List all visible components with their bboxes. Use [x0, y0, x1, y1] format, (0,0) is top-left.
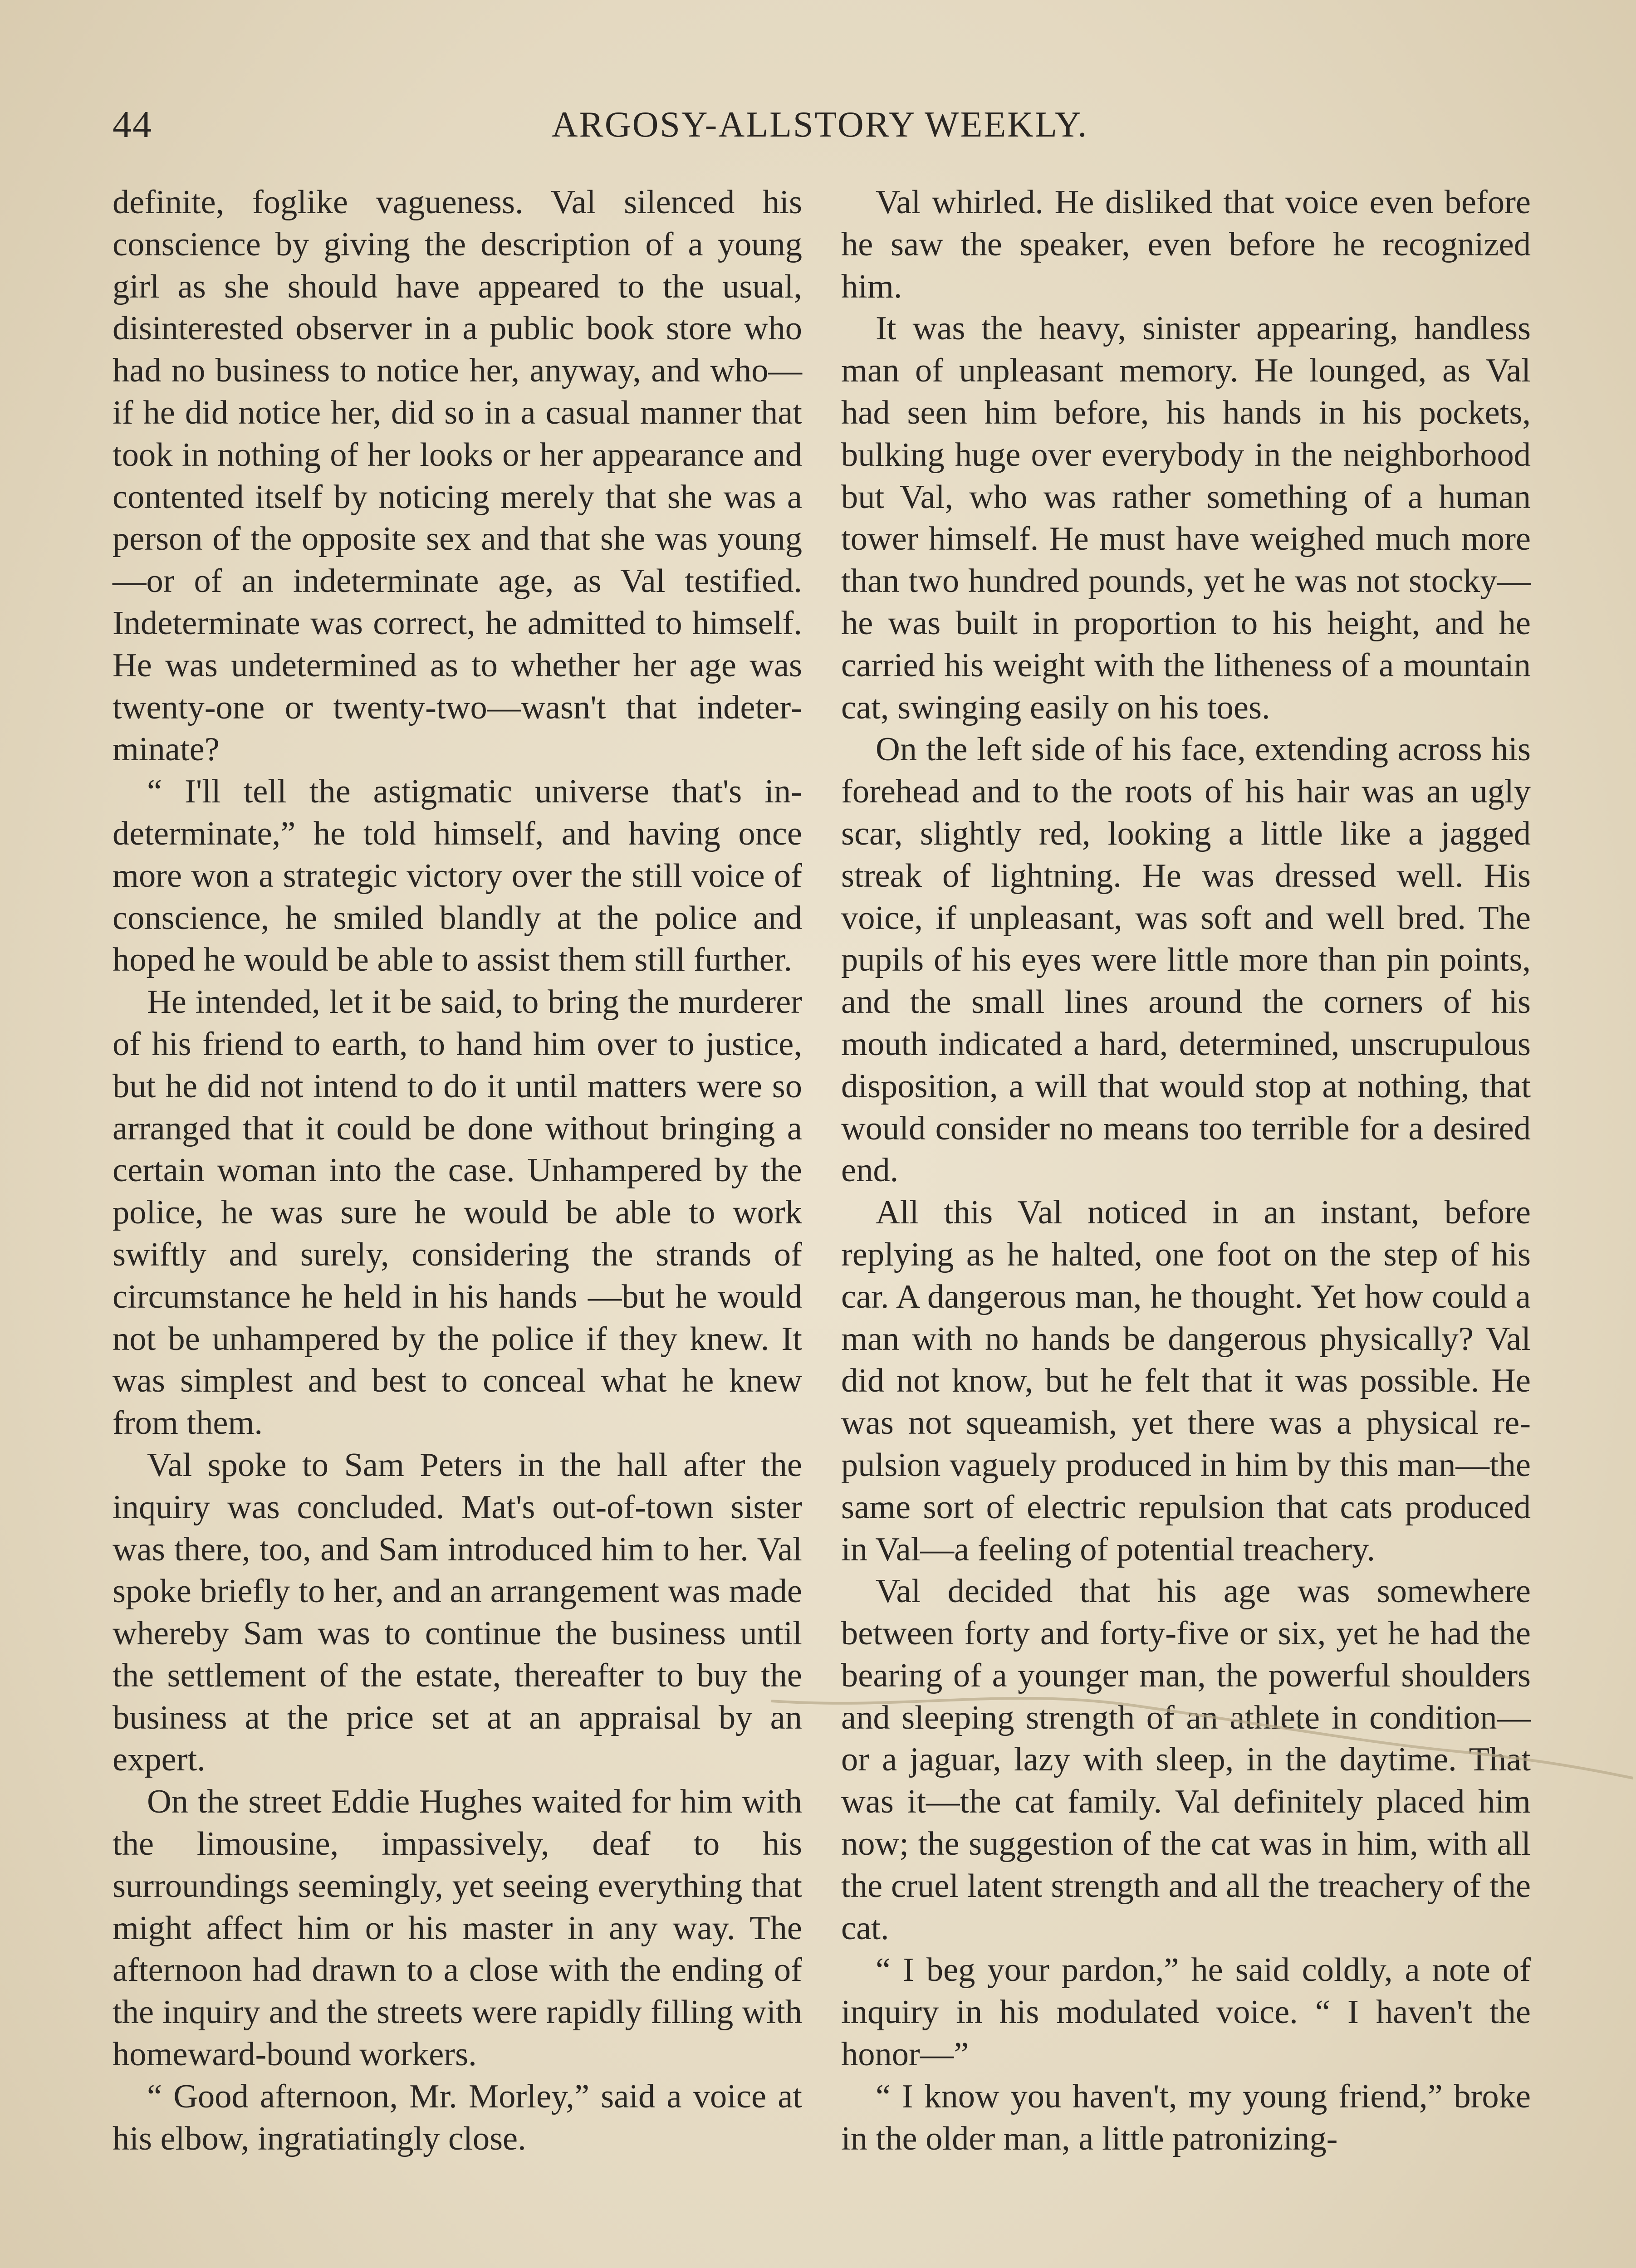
paragraph: definite, foglike vagueness. Val silenced his conscience by giving the description of a young girl as she should have appeared to the usual, disinterested observer in a public book store who had no business to notice her, anyway, and who—if he did notice her, did so in a casual manner that took in nothing of her looks or her appearance and contented itself by noticing merely that she was a person of the opposite sex and that she was young—or of an indeterminate age, as Val testified. Indeterminate was correct, he admitted to himself. He was undetermined as to whether her age was twenty-one or twenty-two—wasn't that indeterminate? [113, 184, 802, 768]
paragraph: On the street Eddie Hughes waited for him with the limousine, impassively, deaf to his surroundings seemingly, yet seeing everything that might affect him or his master in any way. The afternoon had drawn to a close with the ending of the inquiry and the streets were rapidly filling with homeward-bound workers. [113, 1783, 802, 2073]
page-number: 44 [113, 103, 152, 146]
paragraph: Val spoke to Sam Peters in the hall after the inquiry was concluded. Mat's out-of-town sister was there, too, and Sam introduced him to her. Val spoke briefly to her, and an arrangement was made whereby Sam was to continue the business until the settlement of the estate, thereafter to buy the business at the price set at an appraisal by an expert. [113, 1446, 802, 1779]
paragraph: It was the heavy, sinister appearing, handless man of unpleasant memory. He lounged, as Val had seen him before, his hands in his pockets, bulking huge over everybody in the neighborhood but Val, who was rather something of a human tower himself. He must have weighed much more than two hundred pounds, yet he was not stocky—he was built in proportion to his height, and he carried his weight with the litheness of a mountain cat, swinging easily on his toes. [841, 310, 1531, 726]
running-head [113, 98, 1527, 152]
paragraph: He intended, let it be said, to bring the murderer of his friend to earth, to hand him over to justice, but he did not intend to do it until matters were so arranged that it could be done without bringing a certain woman into the case. Unhampered by the police, he was sure he would be able to work swiftly and surely, considering the strands of circumstance he held in his hands —but he would not be unhampered by the police if they knew. It was simplest and best to conceal what he knew from them. [113, 983, 802, 1442]
left-column [113, 181, 802, 2160]
magazine-title: ARGOSY-ALLSTORY WEEKLY. [551, 105, 1088, 145]
paragraph: Val whirled. He disliked that voice even before he saw the speaker, even before he recognized him. [841, 184, 1531, 305]
paragraph: All this Val noticed in an instant, before replying as he halted, one foot on the step of his car. A dangerous man, he thought. Yet how could a man with no hands be dangerous physically? Val did not know, but he felt that it was possible. He was not squeamish, yet there was a physical repulsion vaguely produced in him by this man—the same sort of electric repulsion that cats produced in Val—a feeling of potential treachery. [841, 1194, 1531, 1568]
paragraph: “ I know you haven't, my young friend,” broke in the older man, a little patronizing- [841, 2077, 1531, 2157]
right-column [841, 181, 1531, 2160]
paragraph: On the left side of his face, extending across his forehead and to the roots of his hair was an ugly scar, slightly red, looking a little like a jagged streak of lightning. He was dressed well. His voice, if unpleasant, was soft and well bred. The pupils of his eyes were little more than pin points, and the small lines around the corners of his mouth indicated a hard, determined, unscrupulous disposition, a will that would stop at nothing, that would consider no means too terrible for a desired end. [841, 731, 1531, 1189]
paragraph: “ Good afternoon, Mr. Morley,” said a voice at his elbow, ingratiatingly close. [113, 2077, 802, 2157]
paragraph: Val decided that his age was somewhere between forty and forty-five or six, yet he had the bearing of a younger man, the powerful shoulders and sleeping strength of an athlete in condition—or a jaguar, lazy with sleep, in the daytime. That was it—the cat family. Val definitely placed him now; the suggestion of the cat was in him, with all the cruel latent strength and all the treachery of the cat. [841, 1573, 1531, 1947]
paragraph: “ I beg your pardon,” he said coldly, a note of inquiry in his modulated voice. “ I haven't the honor—” [841, 1951, 1531, 2073]
paragraph: “ I'll tell the astigmatic universe that's indeterminate,” he told himself, and having once more won a strategic victory over the still voice of conscience, he smiled blandly at the police and hoped he would be able to assist them still further. [113, 773, 802, 979]
